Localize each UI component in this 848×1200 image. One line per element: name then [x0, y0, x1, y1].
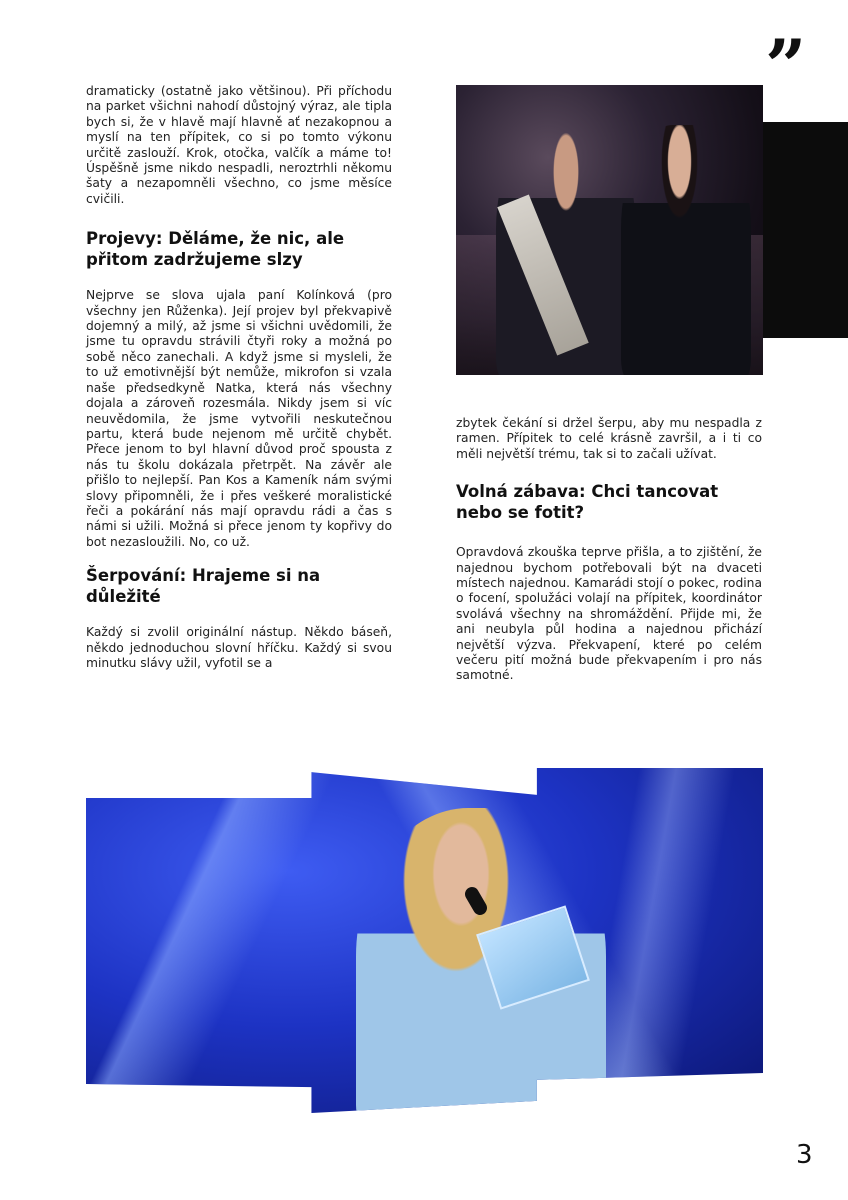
- page-number: 3: [796, 1140, 813, 1170]
- paragraph-projevy: Nejprve se slova ujala paní Kolínková (pro všechny jen Růženka). Její projev byl překvapivě dojemný a milý, až jsme si všichni uvědomili, že jsme tu opravdu strávili čtyři roky a možná po sobě něco zanechali. A když jsme si mysleli, že to už emotivnější být nemůže, mikrofon si vzala naše předsedkyně Natka, která nás všechny dojala a zároveň rozesmála. Nikdy jsem si víc neuvědomila, že jsme vytvořili neskutečnou partu, která bude nejenom mě určitě chybět. Přece jenom to byl hlavní důvod proč spousta z nás tu školu dokázala přetrpět. Na závěr ale přišlo to nejlepší. Pan Kos a Kameník nám svými slovy připomněli, že i přes veškeré moralistické řeči a pokárání nás mají opravdu rádi a čas s námi si užili. Možná si přece jenom ty kopřivy do bot nezasloužili. No, co už.: [86, 288, 392, 549]
- right-text-column: [456, 416, 762, 684]
- heading-volna-zabava: Volná zábava: Chci tancovat nebo se fotit?: [456, 482, 719, 522]
- graduation-sash-photo: [456, 85, 763, 375]
- photo-woman-figure: [621, 125, 751, 375]
- speaker-on-stage-photo: [86, 768, 763, 1113]
- quote-mark-decoration: ”: [765, 23, 807, 108]
- continuation-paragraph: zbytek čekání si držel šerpu, aby mu nespadla z ramen. Přípitek to celé krásně završil, a i ti co měli největší trému, tak si to začali užívat.: [456, 416, 762, 461]
- decorative-black-bar: [763, 122, 848, 338]
- left-text-column: [86, 84, 392, 671]
- paragraph-serpovani: Každý si zvolil originální nástup. Někdo báseň, někdo jednoduchou slovní hříčku. Každý si svou minutku slávy užil, vyfotil se a: [86, 625, 392, 670]
- paragraph-volna-zabava: Opravdová zkouška teprve přišla, a to zjištění, že najednou bychom potřebovali být na dvaceti místech najednou. Kamarádi stojí o pokec, rodina o focení, spolužáci volají na přípitek, koordinátor svolává všechny na shromáždění. Přijde mi, že ani neubyla půl hodina a najednou přichází největší výzva. Překvapení, které po celém večeru pití možná bude překvapením i pro nás samotné.: [456, 545, 762, 683]
- heading-projevy: Projevy: Děláme, že nic, ale přitom zadržujeme slzy: [86, 229, 345, 269]
- intro-paragraph: dramaticky (ostatně jako většinou). Při příchodu na parket všichni nahodí důstojný výraz, ale tipla bych si, že v hlavě mají hlavně ať nezakopnou a myslí na ten přípitek, co si po tomto výkonu určitě zaslouží. Krok, otočka, valčík a máme to! Úspěšně jsme nikdo nespadli, neroztrhli někomu šaty a nezapomněli všechno, co jsme měsíce cvičili.: [86, 84, 392, 206]
- heading-serpovani: Šerpování: Hrajeme si na důležité: [86, 566, 321, 606]
